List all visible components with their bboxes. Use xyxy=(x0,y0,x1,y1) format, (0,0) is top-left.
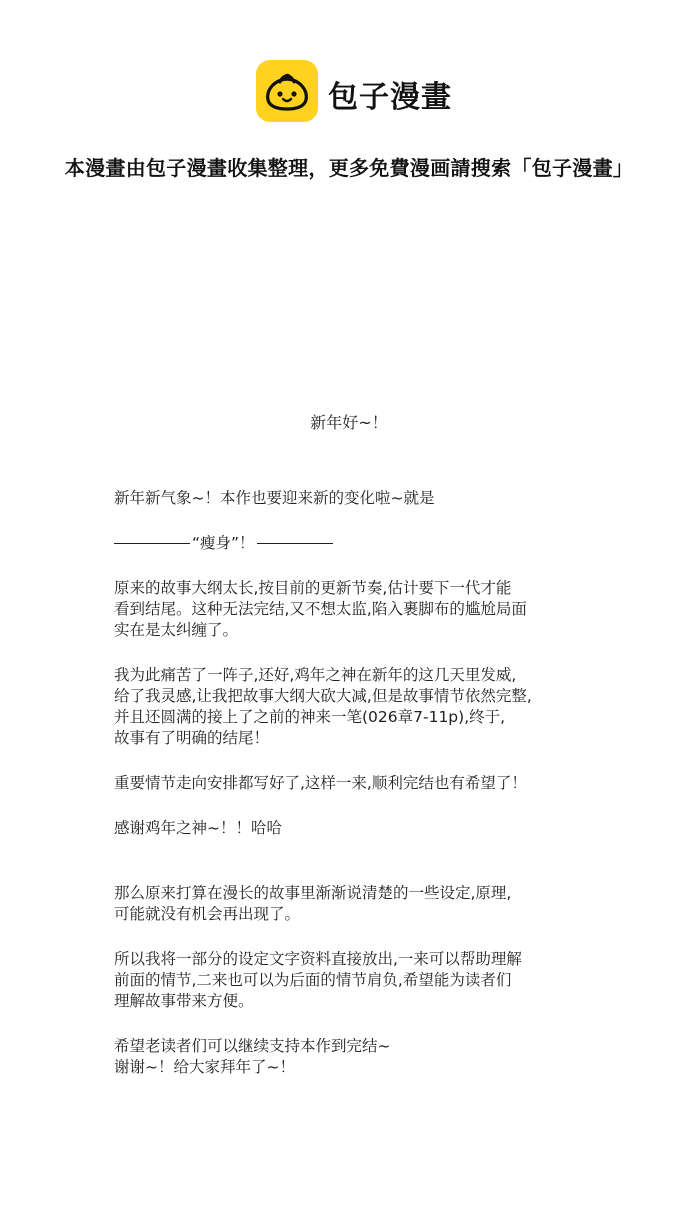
paragraph-materials-line: 理解故事带来方便。 xyxy=(114,992,254,1010)
paragraph-materials-line: 前面的情节,二来也可以为后面的情节肩负,希望能为读者们 xyxy=(114,971,512,989)
paragraph-outline-line: 看到结尾。这种无法完结,又不想太监,陷入裹脚布的尴尬局面 xyxy=(114,600,527,618)
brand-name[interactable]: 包子漫畫 xyxy=(328,80,452,115)
paragraph-materials-line: 所以我将一部分的设定文字资料直接放出,一来可以帮助理解 xyxy=(114,950,522,968)
bun-face-icon[interactable] xyxy=(256,60,318,122)
paragraph-inspiration-line: 我为此痛苦了一阵子,还好,鸡年之神在新年的这几天里发威, xyxy=(114,666,517,684)
source-notice: 本漫畫由包子漫畫收集整理，更多免費漫画請搜索「包子漫畫」 xyxy=(64,156,634,180)
paragraph-settings-line: 可能就没有机会再出现了。 xyxy=(114,905,301,923)
divider-right xyxy=(257,543,333,544)
paragraph-inspiration-line: 故事有了明确的结尾！ xyxy=(114,729,270,747)
divider-left xyxy=(114,543,190,544)
paragraph-thanks: 感谢鸡年之神~！！哈哈 xyxy=(114,819,282,837)
site-header xyxy=(0,60,698,124)
author-note xyxy=(114,488,614,1078)
note-title: 新年好~！ xyxy=(310,413,388,432)
paragraph-slim-down xyxy=(114,533,614,554)
paragraph-plot-ready: 重要情节走向安排都写好了,这样一来,顺利完结也有希望了！ xyxy=(114,774,527,792)
paragraph-outline-line: 实在是太纠缠了。 xyxy=(114,621,239,639)
paragraph-inspiration-line: 给了我灵感,让我把故事大纲大砍大减,但是故事情节依然完整, xyxy=(114,687,532,705)
paragraph-closing-line: 希望老读者们可以继续支持本作到完结~ xyxy=(114,1037,391,1055)
slim-down-text: “瘦身”！ xyxy=(192,534,255,552)
paragraph-settings-line: 那么原来打算在漫长的故事里渐渐说清楚的一些设定,原理, xyxy=(114,884,512,902)
paragraph-new-year: 新年新气象~！本作也要迎来新的变化啦~就是 xyxy=(114,489,435,507)
paragraph-outline-line: 原来的故事大纲太长,按目前的更新节奏,估计要下一代才能 xyxy=(114,579,512,597)
paragraph-inspiration-line: 并且还圆满的接上了之前的神来一笔(026章7-11p),终于, xyxy=(114,708,506,726)
paragraph-closing-line: 谢谢~！给大家拜年了~！ xyxy=(114,1058,295,1076)
